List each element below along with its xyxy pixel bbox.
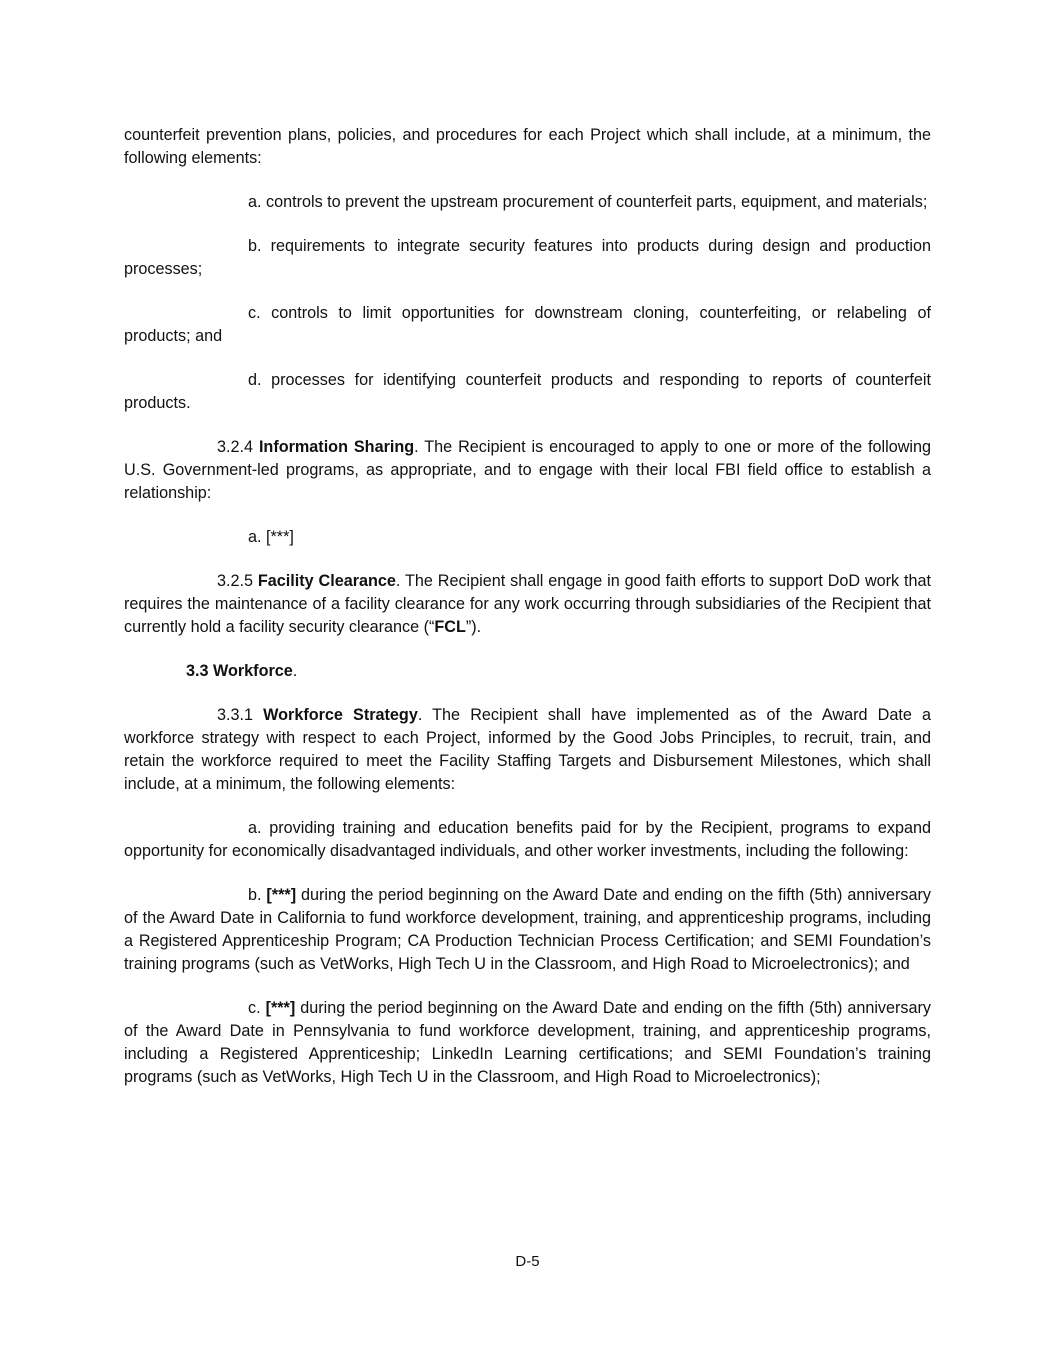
redacted-amount: [***]: [265, 999, 296, 1017]
item-label: c.: [248, 999, 266, 1017]
information-sharing-item-a: a. [***]: [248, 528, 294, 546]
section-3-2-4: [124, 436, 931, 505]
document-body: [124, 124, 931, 1110]
section-text: . The Recipient shall engage in good faith efforts to support DoD work that requires the maintenance of a facility clearance for any work occurring through subsidiaries of the Recipient that currently hold a facility security clearance (“: [124, 572, 931, 636]
section-heading: Workforce Strategy: [263, 706, 418, 724]
page-number: D-5: [515, 1253, 540, 1270]
workforce-item-b: [124, 884, 931, 976]
redacted-amount: [***]: [266, 886, 297, 904]
defined-term: FCL: [434, 618, 466, 636]
workforce-item-a: a. providing training and education benefits paid for by the Recipient, programs to expand opportunity for economically disadvantaged individuals, and other worker investments, including the following:: [124, 819, 931, 860]
section-heading: Facility Clearance: [257, 572, 396, 590]
section-text: . The Recipient shall have implemented as of the Award Date a workforce strategy with respect to each Project, informed by the Good Jobs Principles, to recruit, train, and retain the workforce required to meet the Facility Staffing Targets and Disbursement Milestones, which shall include, at a minimum, the following elements:: [124, 706, 931, 793]
section-3-3-heading: [124, 660, 931, 683]
counterfeit-item-d: d. processes for identifying counterfeit products and responding to reports of counterfeit products.: [124, 371, 931, 412]
intro-paragraph: counterfeit prevention plans, policies, and procedures for each Project which shall include, at a minimum, the following elements:: [124, 126, 931, 167]
counterfeit-item-a: a. controls to prevent the upstream procurement of counterfeit parts, equipment, and materials;: [248, 193, 928, 211]
counterfeit-item-c: c. controls to limit opportunities for downstream cloning, counterfeiting, or relabeling of products; and: [124, 304, 931, 345]
section-text: . The Recipient is encouraged to apply to one or more of the following U.S. Government-led programs, as appropriate, and to engage with their local FBI field office to establish a relationship:: [124, 438, 931, 502]
section-number: 3.2.5: [217, 572, 258, 590]
section-3-2-5: [124, 570, 931, 639]
section-heading: Information Sharing: [258, 438, 415, 456]
counterfeit-item-b: b. requirements to integrate security features into products during design and production processes;: [124, 237, 931, 278]
item-text: during the period beginning on the Award Date and ending on the fifth (5th) anniversary of the Award Date in Pennsylvania to fund workforce development, training, and apprenticeship programs, including a Registered Apprenticeship; LinkedIn Learning certifications; and SEMI Foundation’s training programs (such as VetWorks, High Tech U in the Classroom, and High Road to Microelectronics);: [124, 999, 931, 1086]
section-number: 3.2.4: [217, 438, 259, 456]
workforce-item-c: [124, 997, 931, 1089]
item-text: during the period beginning on the Award Date and ending on the fifth (5th) anniversary of the Award Date in California to fund workforce development, training, and apprenticeship programs, including a Registered Apprenticeship Program; CA Production Technician Process Certification; and SEMI Foundation’s training programs (such as VetWorks, High Tech U in the Classroom, and High Road to Microelectronics); and: [124, 886, 932, 973]
section-heading: 3.3 Workforce: [186, 662, 293, 680]
section-number: 3.3.1: [217, 706, 264, 724]
section-3-3-1: [124, 704, 931, 796]
heading-punct: .: [292, 662, 298, 680]
section-text-end: ”).: [465, 618, 482, 636]
item-label: b.: [248, 886, 267, 904]
